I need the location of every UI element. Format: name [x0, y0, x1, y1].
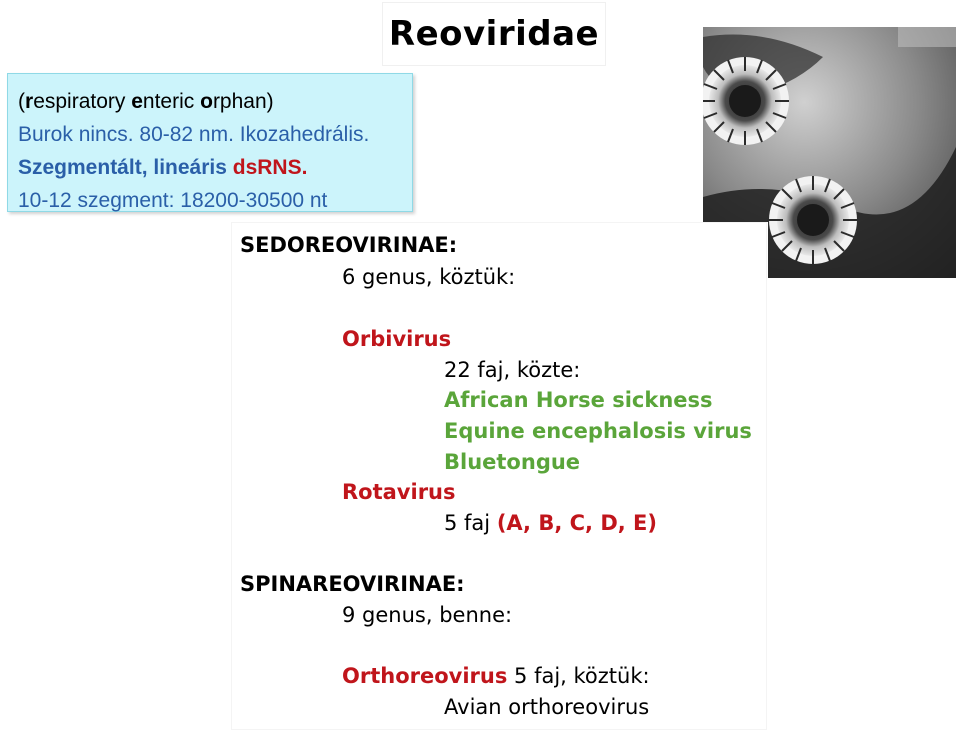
acronym-letter-o: o	[200, 90, 213, 113]
text-fragment: Szegmentált, lineáris	[18, 156, 233, 179]
sedo-genus-count: 6 genus, köztük:	[342, 265, 516, 289]
subfamily-spinareovirinae: SPINAREOVIRINAE:	[240, 572, 465, 596]
acronym-letter-r: r	[25, 90, 34, 113]
info-line-segments	[18, 184, 412, 217]
genus-orbivirus: Orbivirus	[342, 327, 452, 351]
species-avian-orthoreovirus: Avian orthoreovirus	[444, 695, 650, 719]
rota-groups: (A, B, C, D, E)	[496, 511, 657, 535]
text-fragment: 5 faj	[444, 511, 497, 535]
title-box	[382, 2, 606, 66]
info-line-genome	[18, 151, 412, 184]
orbi-species-count: 22 faj, közte:	[444, 358, 581, 382]
rota-species	[444, 510, 657, 536]
content-box	[231, 222, 767, 730]
info-line-envelope: Burok nincs. 80-82 nm. Ikozahedrális.	[18, 123, 370, 146]
info-line-acronym	[18, 85, 412, 118]
species-african-horse-sickness: African Horse sickness	[444, 388, 713, 412]
text-fragment: (	[18, 90, 25, 113]
virion-particle-1	[703, 57, 789, 145]
species-equine-encephalosis: Equine encephalosis virus	[444, 419, 752, 443]
species-bluetongue: Bluetongue	[444, 450, 581, 474]
genus-orthoreovirus: Orthoreovirus	[342, 664, 508, 688]
page-title: Reoviridae	[388, 14, 600, 54]
text-fragment: : 18200-30500 nt	[168, 189, 328, 212]
genus-rotavirus: Rotavirus	[342, 480, 456, 504]
subfamily-sedoreovirinae: SEDOREOVIRINAE:	[240, 233, 458, 257]
text-fragment: 10-12 szegment	[18, 189, 169, 212]
acronym-letter-e: e	[131, 90, 143, 113]
spina-genus-count: 9 genus, benne:	[342, 603, 513, 627]
text-fragment: rphan)	[212, 90, 274, 113]
info-box	[7, 73, 413, 212]
virion-particle-2	[769, 176, 857, 264]
ortho-species-count: 5 faj, köztük:	[507, 664, 650, 688]
text-fragment: espiratory	[33, 90, 132, 113]
text-fragment: nteric	[142, 90, 201, 113]
orthoreovirus-line	[342, 663, 650, 689]
dsrns-highlight: dsRNS.	[232, 156, 308, 179]
